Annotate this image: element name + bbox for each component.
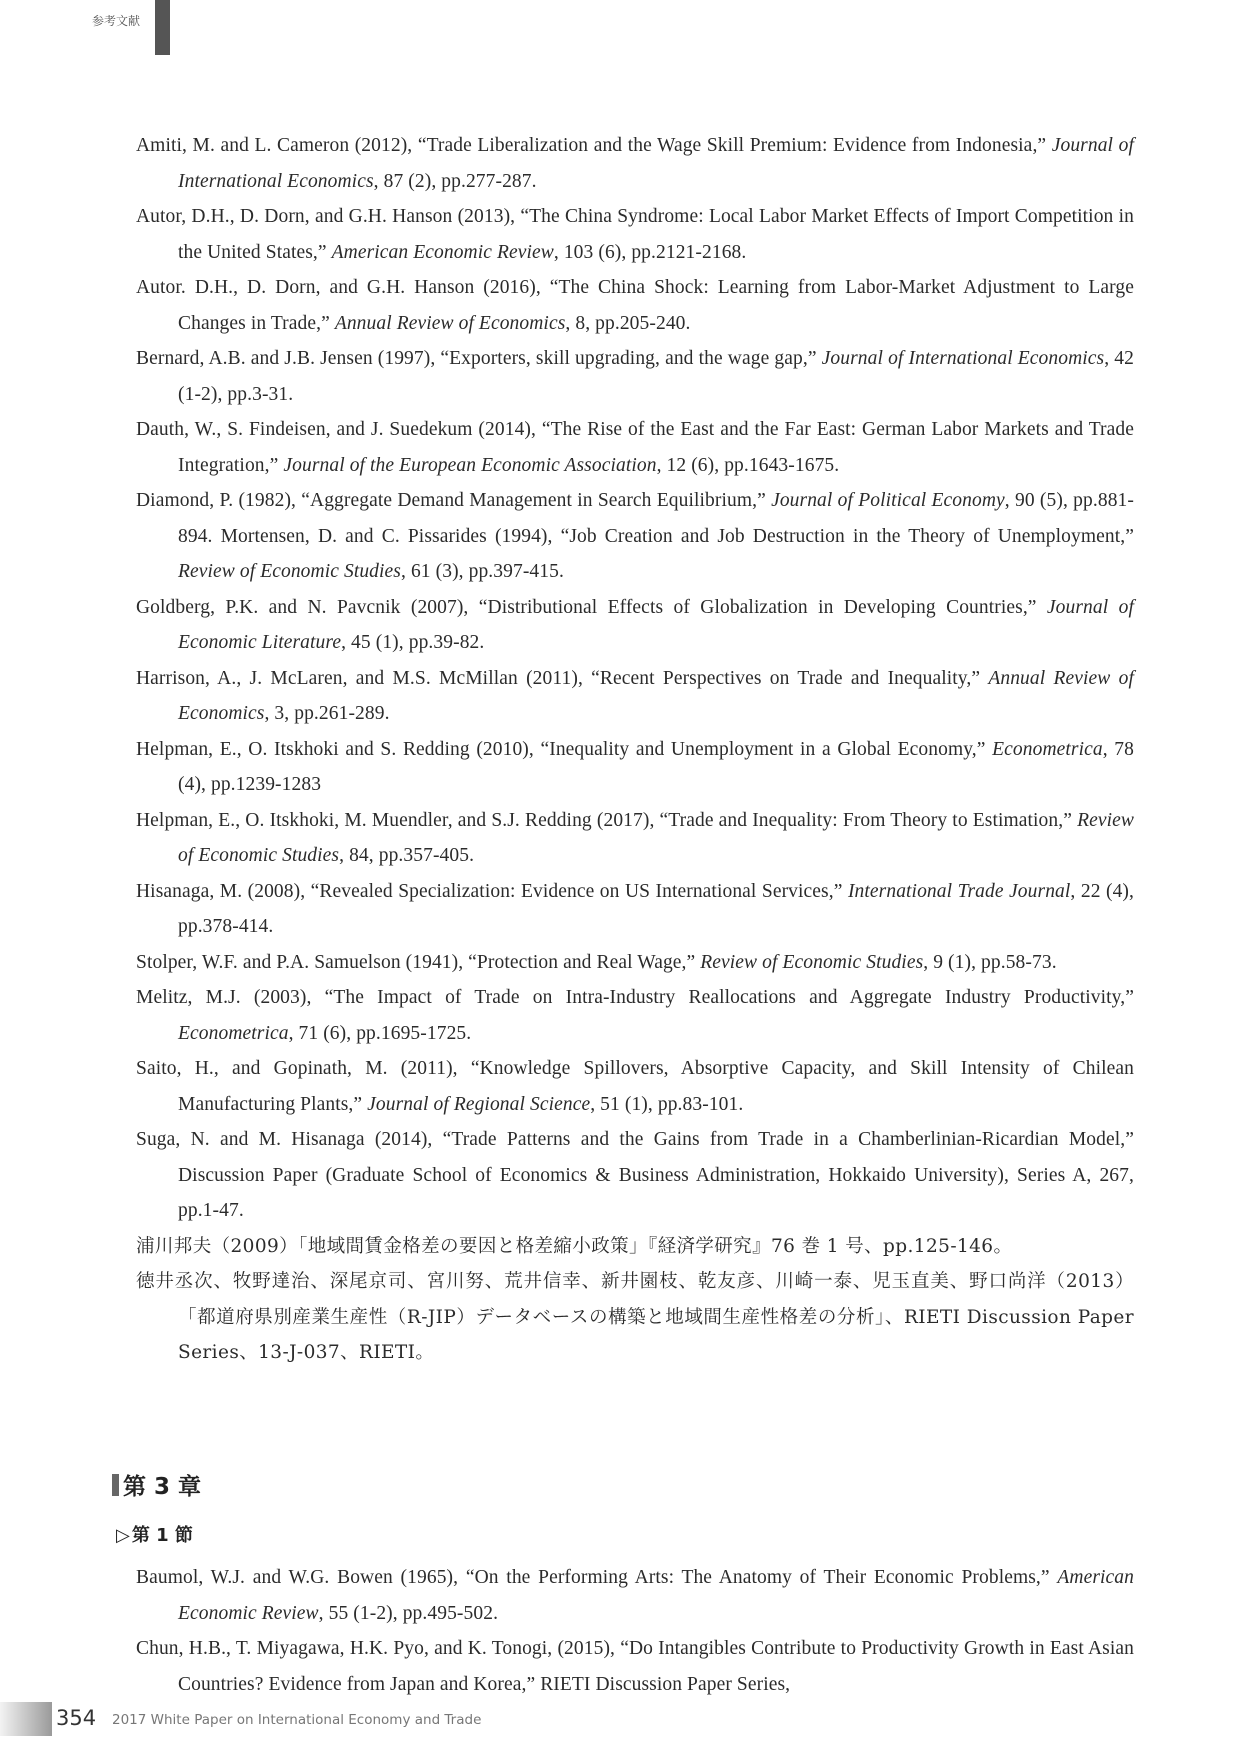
reference-entry: Saito, H., and Gopinath, M. (2011), “Knowledge Spillovers, Absorptive Capacity, and Skill Intensity of Chilean Manufacturing Plants,” Journal of Regional Science, 51 (1), pp.83-101. xyxy=(136,1058,1134,1115)
chapter-marker-bar xyxy=(112,1474,119,1496)
reference-entry: Hisanaga, M. (2008), “Revealed Specialization: Evidence on US International Services,” International Trade Journal, 22 (4), pp.378-414. xyxy=(136,880,1135,937)
triangle-marker-icon: ▷ xyxy=(116,1525,130,1546)
page-number: 354 xyxy=(56,1706,97,1730)
reference-entry: Baumol, W.J. and W.G. Bowen (1965), “On the Performing Arts: The Anatomy of Their Economic Problems,” American Economic Review, 55 (1-2), pp.495-502. xyxy=(136,1567,1134,1624)
reference-entry: Melitz, M.J. (2003), “The Impact of Trade on Intra-Industry Reallocations and Aggregate Industry Productivity,” Econometrica, 71 (6), pp.1695-1725. xyxy=(136,987,1134,1044)
section-tab-bar xyxy=(155,0,170,55)
reference-entry-japanese: 浦川邦夫（2009）「地域間賃金格差の要因と格差縮小政策」『経済学研究』76 巻 1 号、pp.125-146。 xyxy=(136,1235,1013,1257)
reference-entry: Helpman, E., O. Itskhoki and S. Redding (2010), “Inequality and Unemployment in a Global Economy,” Econometrica, 78 (4), pp.1239-1283 xyxy=(136,738,1134,795)
reference-entry: Goldberg, P.K. and N. Pavcnik (2007), “Distributional Effects of Globalization in Developing Countries,” Journal of Economic Literature, 45 (1), pp.39-82. xyxy=(136,596,1134,653)
reference-entry: Helpman, E., O. Itskhoki, M. Muendler, and S.J. Redding (2017), “Trade and Inequality: From Theory to Estimation,” Review of Economic Studies, 84, pp.357-405. xyxy=(136,809,1134,866)
chapter-heading xyxy=(112,1468,201,1501)
reference-entry: Dauth, W., S. Findeisen, and J. Suedekum (2014), “The Rise of the East and the Far East: German Labor Markets and Trade Integration,” Journal of the European Economic Association, 12 (6), pp.1643-1675. xyxy=(136,419,1134,476)
reference-entry: Autor. D.H., D. Dorn, and G.H. Hanson (2016), “The China Shock: Learning from Labor-Market Adjustment to Large Changes in Trade,” Annual Review of Economics, 8, pp.205-240. xyxy=(136,277,1134,334)
reference-entry: Autor, D.H., D. Dorn, and G.H. Hanson (2013), “The China Syndrome: Local Labor Market Effects of Import Competition in the United States,” American Economic Review, 103 (6), pp.2121-2168. xyxy=(136,206,1134,263)
reference-entry: Amiti, M. and L. Cameron (2012), “Trade Liberalization and the Wage Skill Premium: Evidence from Indonesia,” Journal of International Economics, 87 (2), pp.277-287. xyxy=(136,135,1134,192)
reference-entry: Bernard, A.B. and J.B. Jensen (1997), “Exporters, skill upgrading, and the wage gap,” Journal of International Economics, 42 (1-2), pp.3-31. xyxy=(136,348,1134,405)
reference-entry-japanese: 徳井丞次、牧野達治、深尾京司、宮川努、荒井信幸、新井園枝、乾友彦、川崎一泰、児玉直美、野口尚洋（2013）「都道府県別産業生産性（R-JIP）データベースの構築と地域間生産性格差の分析」、RIETI Discussion Paper Series、13-J-037、RIETI。 xyxy=(136,1271,1134,1363)
reference-entry: Suga, N. and M. Hisanaga (2014), “Trade Patterns and the Gains from Trade in a Chamberlinian-Ricardian Model,” Discussion Paper (Graduate School of Economics & Business Administration, Hokkaido University), Series A, 267, pp.1-47. xyxy=(136,1129,1134,1221)
chapter-title: 第 3 章 xyxy=(123,1474,202,1500)
footer-title: 2017 White Paper on International Economy and Trade xyxy=(112,1712,482,1728)
section-title: 第 1 節 xyxy=(131,1525,193,1546)
reference-entry: Diamond, P. (1982), “Aggregate Demand Management in Search Equilibrium,” Journal of Political Economy, 90 (5), pp.881-894. Mortensen, D. and C. Pissarides (1994), “Job Creation and Job Destruction in the Theory of Unemployment,” Review of Economic Studies, 61 (3), pp.397-415. xyxy=(136,490,1134,582)
section-tab-label: 参考文献 xyxy=(92,14,141,28)
reference-list xyxy=(136,128,1134,1371)
reference-entry: Chun, H.B., T. Miyagawa, H.K. Pyo, and K. Tonogi, (2015), “Do Intangibles Contribute to Productivity Growth in East Asian Countries? Evidence from Japan and Korea,” RIETI Discussion Paper Series, xyxy=(136,1638,1134,1695)
section-heading xyxy=(116,1521,193,1547)
chapter-reference-list xyxy=(136,1560,1134,1702)
footer-gradient-block xyxy=(0,1702,52,1736)
reference-entry: Harrison, A., J. McLaren, and M.S. McMillan (2011), “Recent Perspectives on Trade and Inequality,” Annual Review of Economics, 3, pp.261-289. xyxy=(136,667,1134,724)
reference-entry: Stolper, W.F. and P.A. Samuelson (1941), “Protection and Real Wage,” Review of Economic Studies, 9 (1), pp.58-73. xyxy=(136,951,1057,973)
